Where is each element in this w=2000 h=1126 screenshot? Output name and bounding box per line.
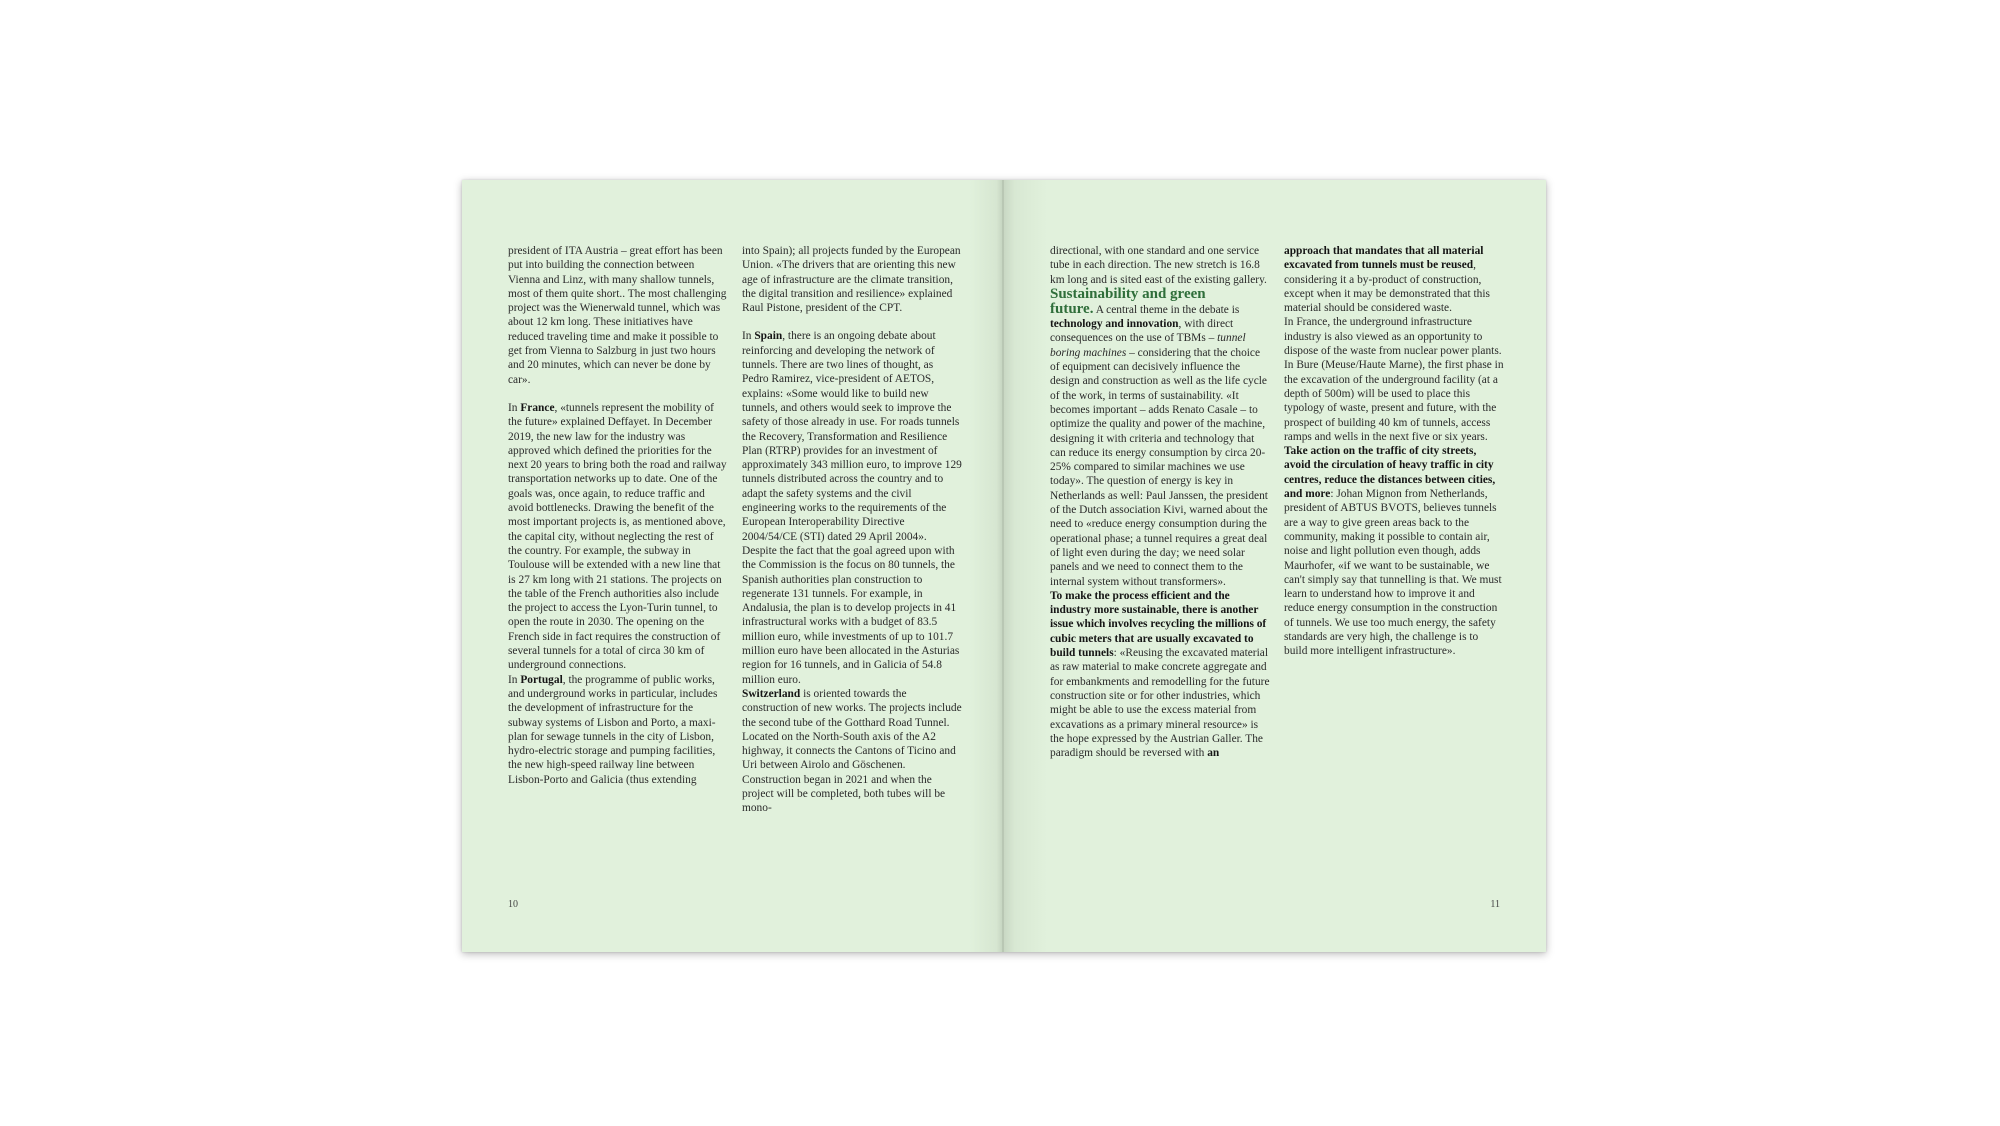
text-run: , «tunnels represent the mobility of the future» explained Deffayet. In December 2019, the new law for the industry was approved which defined the priorities for the next 20 years to bring both the road and railway transportation networks up to date. One of the goals was, once again, to reduce traffic and avoid bottlenecks. Drawing the benefit of the most important projects is, as mentioned above, the capital city, without neglecting the rest of the country. For example, the subway in Toulouse will be extended with a new line that is 27 km long with 21 stations. The projects on the table of the French authorities also include the project to access the Lyon-Turin tunnel, to open the route in 2030. The opening on the French side in fact requires the construction of several tunnels for a total of circa 30 km of underground connections. <box>508 401 727 672</box>
text-run: In <box>742 330 755 343</box>
paragraph-traffic <box>1284 444 1504 658</box>
paragraph-nuclear-waste: In France, the underground infrastructure industry is also viewed as an opportunity to dispose of the waste from nuclear power plants. In Bure (Meuse/Haute Marne), the first phase in the excavation of the underground facility (at a depth of 500m) will be used to place this typology of waste, present and future, with the prospect of building 40 km of tunnels, access ramps and wells in the next five or six years. <box>1284 316 1504 443</box>
paragraph-switzerland <box>742 687 962 816</box>
highlight-traffic: Take action on the traffic of city streets, avoid the circulation of heavy traffic in city centres, reduce the distances between cities, and more <box>1284 445 1496 501</box>
section-heading-continued: future. <box>1050 300 1094 317</box>
page-number-left: 10 <box>508 899 518 910</box>
italic-term: tunnel boring machines <box>1050 332 1246 359</box>
left-page-column-1 <box>508 244 728 787</box>
text-run: In <box>508 673 521 686</box>
highlight-recycling: To make the process efficient and the industry more sustainable, there is another issue which involves recycling the millions of cubic meters that are usually excavated to build tunnels <box>1050 589 1267 660</box>
country-name-portugal: Portugal <box>520 673 563 686</box>
text-run: : Johan Mignon from Netherlands, president of ABTUS BVOTS, believes tunnels are a way to give green areas back to the community, making it possible to contain air, noise and light pollution even though, adds Maurhofer, «if we want to be sustainable, we can't simply say that tunnelling is that. We must learn to understand how to improve it and reduce energy consumption in the construction of tunnels. We use too much energy, the safety standards are very high, the challenge is to build more intelligent infrastructure». <box>1284 488 1502 658</box>
text-run: – considering that the choice of equipment can decisively influence the design and construction as well as the life cycle of the work, in terms of sustainability. «It becomes important – adds Renato Casale – to optimize the quality and power of the machine, designing it with criteria and technology that can reduce its energy consumption by circa 20-25% compared to similar machines we use today». The question of energy is key in Netherlands as well: Paul Janssen, the president of the Dutch association Kivi, warned about the need to «reduce energy consumption during the operational phase; a tunnel requires a great deal of light even during the day; we need solar panels and we need to connect them to the internal system without transformers». <box>1050 346 1268 588</box>
paragraph-eu-funding: into Spain); all projects funded by the European Union. «The drivers that are orienting this new age of infrastructure are the climate transition, the digital transition and resilience» explained Raul Pistone, president of the CPT. <box>742 245 961 315</box>
paragraph-technology <box>1050 302 1270 589</box>
paragraph-reuse <box>1284 244 1504 315</box>
paragraph-spain <box>742 329 962 686</box>
paragraph-portugal <box>508 673 728 787</box>
text-run: A central theme in the debate is <box>1093 303 1240 316</box>
text-run: In <box>508 401 521 414</box>
paragraph-gotthard-continued: directional, with one standard and one service tube in each direction. The new stretch is 16.8 km long and is sited east of the existing gallery. <box>1050 245 1267 286</box>
right-page-column-1 <box>1050 244 1270 760</box>
text-run: , with direct consequences on the use of TBMs – <box>1050 318 1234 345</box>
highlight-reuse: approach that mandates that all material excavated from tunnels must be reused <box>1284 245 1484 272</box>
right-page-column-2 <box>1284 244 1504 659</box>
text-run: , there is an ongoing debate about reinforcing and developing the network of tunnels. There are two lines of thought, as Pedro Ramirez, vice-president of AETOS, explains: «Some would like to build new tunnels, and others would seek to improve the safety of those already in use. For roads tunnels the Recovery, Transformation and Resilience Plan (RTRP) provides for an investment of approximately 343 million euro, to improve 129 tunnels distributed across the country and to adapt the safety systems and the civil engineering works to the requirements of the European Interoperability Directive 2004/54/CE (STI) dated 29 April 2004». Despite the fact that the goal agreed upon with the Commission is the focus on 80 tunnels, the Spanish authorities plan construction to regenerate 131 tunnels. For example, in Andalusia, the plan is to develop projects in 41 infrastructural works with a budget of 83.5 million euro, while investments of up to 101.7 million euro have been allocated in the Asturias region for 16 tunnels, and in Galicia of 54.8 million euro. <box>742 330 962 686</box>
text-run: is oriented towards the construction of new works. The projects include the second tube of the Gotthard Road Tunnel. Located on the North-South axis of the A2 highway, it connects the Cantons of Ticino and Uri between Airolo and Göschenen. Construction began in 2021 and when the project will be completed, both tubes will be mono- <box>742 687 962 815</box>
page-number-right: 11 <box>1490 899 1500 910</box>
paragraph-austria: president of ITA Austria – great effort has been put into building the connection between Vienna and Linz, with many shallow tunnels, most of them quite short.. The most challenging project was the Wienerwald tunnel, which was about 12 km long. These initiatives have reduced traveling time and make it possible to get from Vienna to Salzburg in just two hours and 20 minutes, which can never be done by car». <box>508 245 727 386</box>
text-run: : «Reusing the excavated material as raw material to make concrete aggregate and for embankments and remodelling for the future construction site or for other industries, which might be able to use the excess material from excavations as a primary mineral resource» is the hope expressed by the Austrian Galler. The paradigm should be reversed with <box>1050 647 1270 760</box>
paragraph-recycling <box>1050 589 1270 761</box>
highlight-technology: technology and innovation <box>1050 318 1179 331</box>
right-page <box>1004 180 1546 952</box>
magazine-spread <box>462 180 1546 952</box>
paragraph-france <box>508 401 728 673</box>
country-name-france: France <box>520 401 555 414</box>
left-page-column-2 <box>742 244 962 816</box>
left-page <box>462 180 1002 952</box>
country-name-spain: Spain <box>754 330 783 343</box>
text-run-bold: an <box>1207 747 1220 760</box>
text-run: , the programme of public works, and underground works in particular, includes the development of infrastructure for the subway systems of Lisbon and Porto, a maxi-plan for sewage tunnels in the city of Lisbon, hydro-electric storage and pumping facilities, the new high-speed railway line between Lisbon-Porto and Galicia (thus extending <box>508 673 718 786</box>
country-name-switzerland: Switzerland <box>742 687 801 700</box>
text-run: , considering it a by-product of construction, except when it may be demonstrated that this material should be considered waste. <box>1284 259 1490 315</box>
section-heading: Sustainability and green <box>1050 285 1206 302</box>
